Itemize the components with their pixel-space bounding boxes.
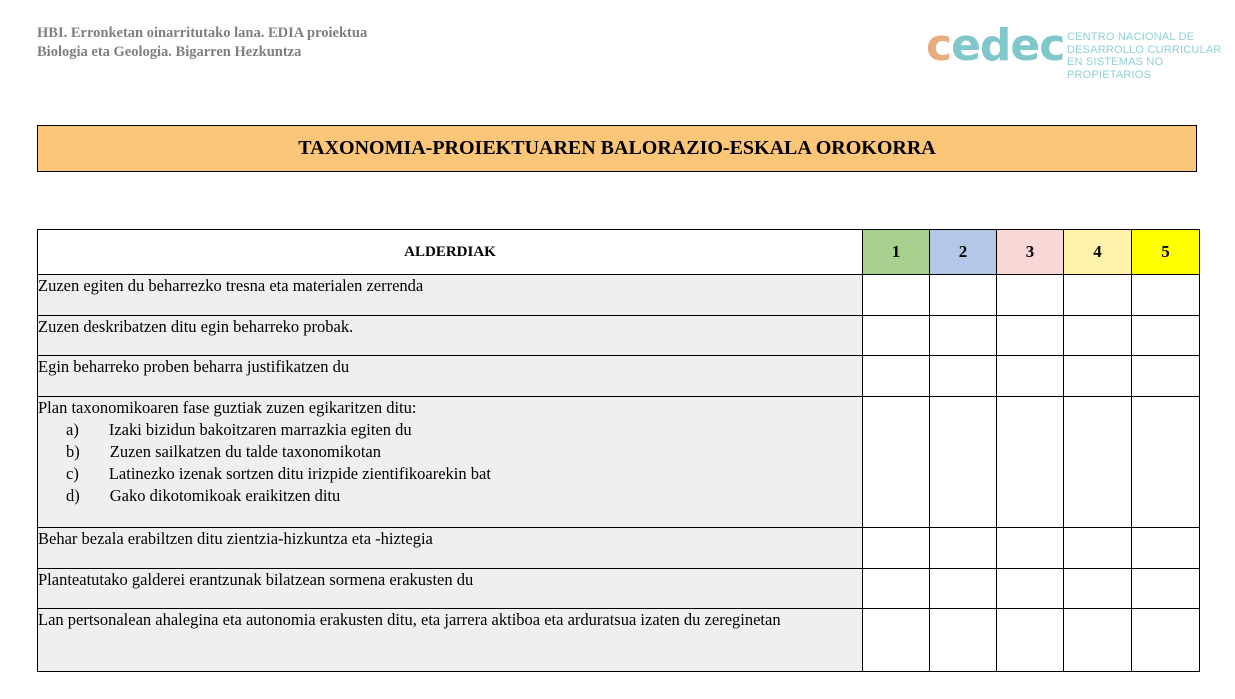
- subitem-letter: c): [66, 464, 79, 483]
- logo-subtitle-line-3: EN SISTEMAS NO PROPIETARIOS: [1067, 56, 1164, 81]
- criterion-text: Zuzen deskribatzen ditu egin beharreko probak.: [38, 316, 863, 356]
- score-cell-1[interactable]: [863, 356, 930, 397]
- subitem-text: Latinezko izenak sortzen ditu irizpide zientifikoarekin bat: [108, 464, 491, 483]
- criterion-cell-with-subitems: [38, 397, 863, 528]
- table-row: [38, 569, 1200, 609]
- logo-subtitle: [1067, 31, 1226, 81]
- logo-wordmark-first: c: [926, 20, 952, 71]
- subitem-text: Zuzen sailkatzen du talde taxonomikotan: [109, 442, 381, 461]
- score-cell-5[interactable]: [1132, 397, 1200, 528]
- score-cell-3[interactable]: [997, 275, 1064, 316]
- table-row: [38, 609, 1200, 672]
- table-row: [38, 397, 1200, 528]
- list-item: [38, 463, 862, 485]
- list-item: [38, 419, 862, 441]
- logo-subtitle-line-1: CENTRO NACIONAL DE: [1067, 31, 1195, 43]
- logo-wordmark: [926, 21, 1064, 71]
- score-cell-4[interactable]: [1064, 356, 1132, 397]
- criterion-text: Plan taxonomikoaren fase guztiak zuzen egikaritzen ditu:: [38, 398, 417, 417]
- score-cell-5[interactable]: [1132, 569, 1200, 609]
- header-line-1: HBI. Erronketan oinarritutako lana. EDIA proiektua: [37, 25, 368, 41]
- aspects-header: ALDERDIAK: [38, 230, 863, 275]
- score-cell-1[interactable]: [863, 275, 930, 316]
- page-title: TAXONOMIA-PROIEKTUAREN BALORAZIO-ESKALA OROKORRA: [37, 125, 1197, 172]
- score-cell-2[interactable]: [930, 528, 997, 569]
- subitem-letter: d): [66, 486, 80, 505]
- score-cell-5[interactable]: [1132, 316, 1200, 356]
- logo-subtitle-line-2: DESARROLLO CURRICULAR: [1067, 43, 1222, 56]
- score-cell-2[interactable]: [930, 397, 997, 528]
- score-cell-1[interactable]: [863, 528, 930, 569]
- list-item: [38, 485, 862, 507]
- score-cell-3[interactable]: [997, 356, 1064, 397]
- score-cell-4[interactable]: [1064, 609, 1132, 672]
- score-cell-1[interactable]: [863, 397, 930, 528]
- score-header-4: 4: [1064, 230, 1132, 275]
- subitem-text: Izaki bizidun bakoitzaren marrazkia egiten du: [108, 420, 412, 439]
- score-cell-4[interactable]: [1064, 275, 1132, 316]
- score-header-3: 3: [997, 230, 1064, 275]
- criterion-text: Lan pertsonalean ahalegina eta autonomia erakusten ditu, eta jarrera aktiboa eta arduratsua izaten du zereginetan: [38, 609, 863, 672]
- score-cell-5[interactable]: [1132, 275, 1200, 316]
- score-cell-3[interactable]: [997, 609, 1064, 672]
- table-row: [38, 316, 1200, 356]
- cedec-logo: [926, 20, 1226, 81]
- score-cell-5[interactable]: [1132, 609, 1200, 672]
- score-cell-2[interactable]: [930, 609, 997, 672]
- score-cell-4[interactable]: [1064, 316, 1132, 356]
- table-header-row: [38, 230, 1200, 275]
- score-cell-2[interactable]: [930, 569, 997, 609]
- criterion-text: Egin beharreko proben beharra justifikatzen du: [38, 356, 863, 397]
- score-cell-3[interactable]: [997, 316, 1064, 356]
- score-cell-1[interactable]: [863, 609, 930, 672]
- score-cell-2[interactable]: [930, 356, 997, 397]
- score-cell-2[interactable]: [930, 316, 997, 356]
- score-cell-1[interactable]: [863, 569, 930, 609]
- score-header-1: 1: [863, 230, 930, 275]
- score-cell-2[interactable]: [930, 275, 997, 316]
- table-row: [38, 356, 1200, 397]
- score-cell-4[interactable]: [1064, 569, 1132, 609]
- subitem-list: [38, 419, 862, 507]
- score-header-5: 5: [1132, 230, 1200, 275]
- table-row: [38, 528, 1200, 569]
- score-cell-1[interactable]: [863, 316, 930, 356]
- score-header-2: 2: [930, 230, 997, 275]
- subitem-letter: a): [66, 420, 79, 439]
- criterion-text: Behar bezala erabiltzen ditu zientzia-hizkuntza eta -hiztegia: [38, 528, 863, 569]
- score-cell-5[interactable]: [1132, 356, 1200, 397]
- document-header: [37, 24, 367, 62]
- score-cell-3[interactable]: [997, 569, 1064, 609]
- score-cell-4[interactable]: [1064, 528, 1132, 569]
- criterion-text: Planteatutako galderei erantzunak bilatzean sormena erakusten du: [38, 569, 863, 609]
- table-row: [38, 275, 1200, 316]
- score-cell-4[interactable]: [1064, 397, 1132, 528]
- logo-wordmark-rest: edec: [951, 20, 1065, 71]
- criterion-text: Zuzen egiten du beharrezko tresna eta materialen zerrenda: [38, 275, 863, 316]
- rating-scale-table: [37, 229, 1200, 672]
- list-item: [38, 441, 862, 463]
- score-cell-5[interactable]: [1132, 528, 1200, 569]
- score-cell-3[interactable]: [997, 528, 1064, 569]
- header-line-2: Biologia eta Geologia. Bigarren Hezkuntza: [37, 44, 302, 60]
- score-cell-3[interactable]: [997, 397, 1064, 528]
- subitem-letter: b): [66, 442, 80, 461]
- subitem-text: Gako dikotomikoak eraikitzen ditu: [109, 486, 341, 505]
